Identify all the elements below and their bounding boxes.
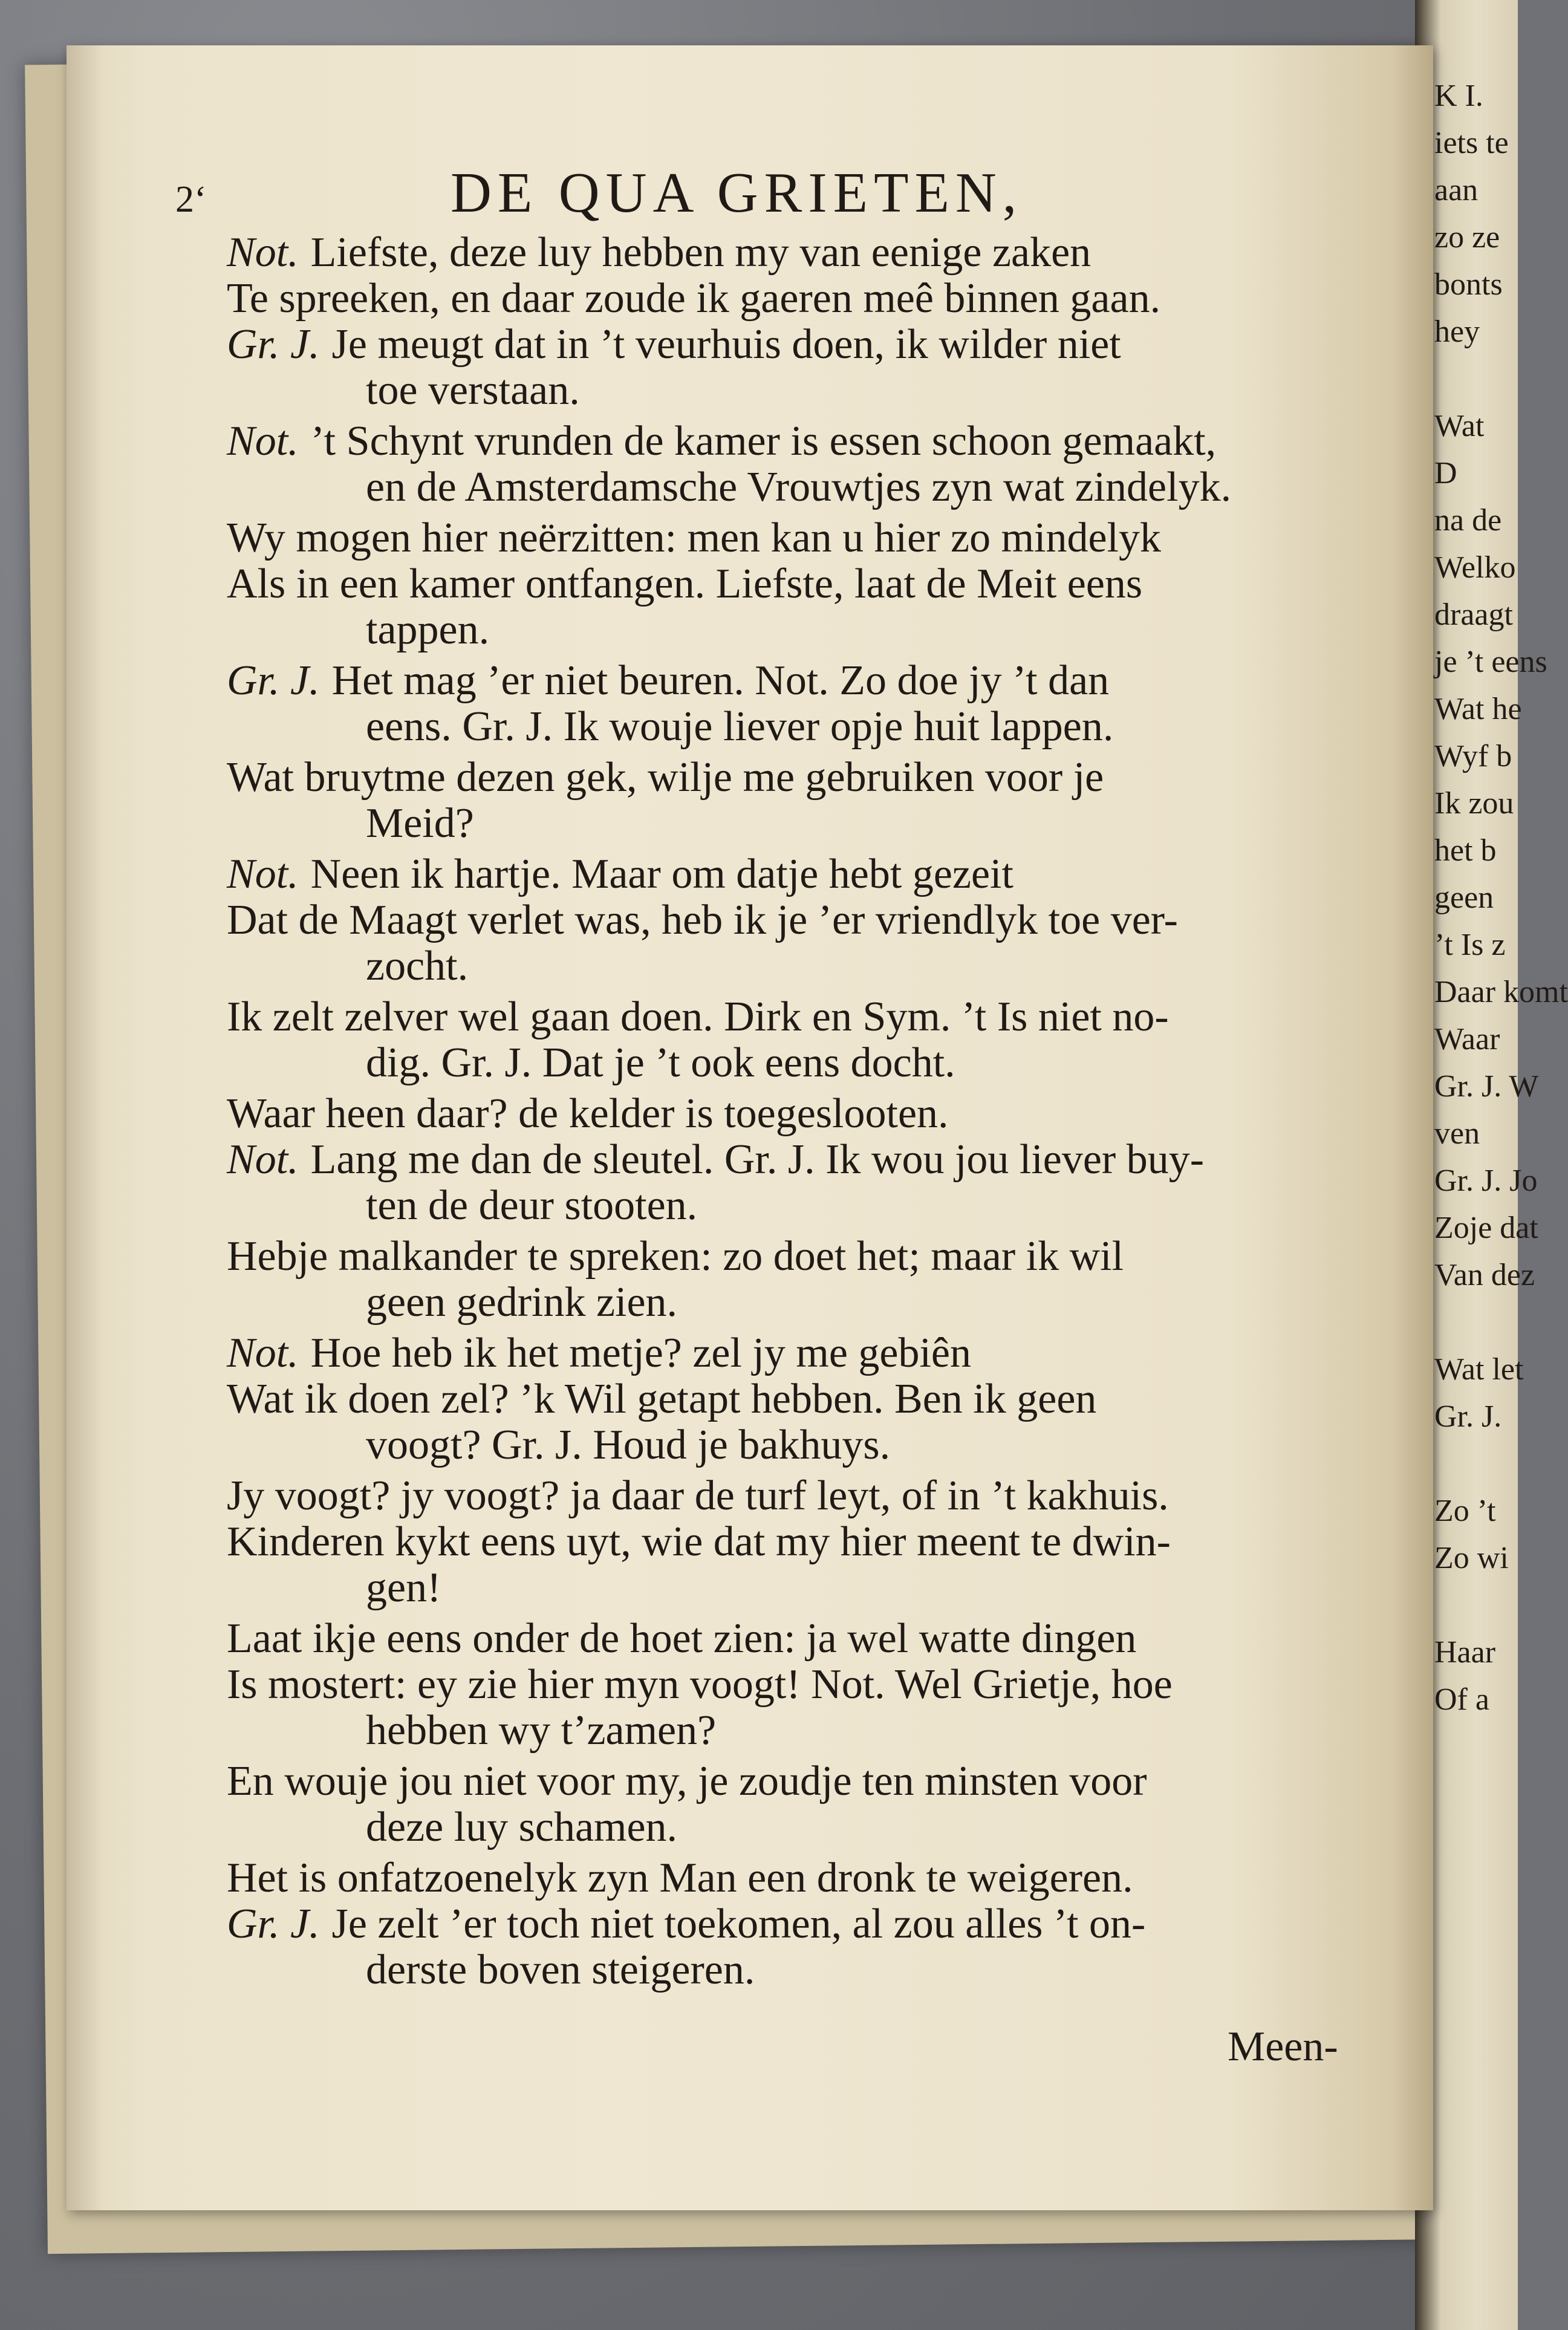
text-line <box>227 1040 1358 1086</box>
facing-fragment: het b <box>1434 833 1497 868</box>
facing-fragment: zo ze <box>1434 220 1500 255</box>
text-line <box>227 1330 1358 1376</box>
text-line <box>227 607 1358 653</box>
page-number: 2‘ <box>175 179 207 220</box>
line-text: Te spreeken, en daar zoude ik gaeren meê binnen gaan. <box>227 275 1161 322</box>
line-text: Lang me dan de sleutel. Gr. J. Ik wou jou liever buy- <box>310 1136 1205 1183</box>
line-text: tappen. <box>366 607 490 653</box>
text-line <box>227 1473 1358 1519</box>
facing-fragment: Zo wi <box>1434 1541 1509 1575</box>
facing-fragment: Zo ’t <box>1434 1494 1496 1528</box>
text-line <box>227 418 1358 464</box>
facing-fragment: je ’t eens <box>1434 645 1547 679</box>
facing-fragment: D <box>1434 456 1457 490</box>
line-text: Wy mogen hier neërzitten: men kan u hier zo mindelyk <box>227 515 1161 561</box>
text-line <box>227 464 1358 510</box>
line-text: Als in een kamer ontfangen. Liefste, laat de Meit eens <box>227 561 1143 607</box>
speaker-label: Gr. J. <box>227 321 320 368</box>
text-line <box>227 851 1358 897</box>
facing-fragment <box>1434 356 1519 403</box>
line-text: Wat bruytme dezen gek, wilje me gebruiken voor je <box>227 754 1104 801</box>
facing-fragment: Wyf b <box>1434 739 1512 773</box>
line-text: gen! <box>366 1564 441 1611</box>
facing-fragment: Welko <box>1434 550 1516 585</box>
line-text: Dat de Maagt verlet was, heb ik je ’er vriendlyk toe ver- <box>227 897 1178 943</box>
line-text: Jy voogt? jy voogt? ja daar de turf leyt, of in ’t kakhuis. <box>227 1473 1169 1519</box>
speaker-label: Gr. J. <box>227 1901 320 1947</box>
text-line <box>227 1947 1358 1993</box>
facing-fragment: Gr. J. Jo <box>1434 1163 1538 1198</box>
page-header <box>175 160 1373 227</box>
speaker-label: Not. <box>227 418 299 464</box>
text-line <box>227 1901 1358 1947</box>
line-text: Liefste, deze luy hebben my van eenige zaken <box>310 229 1091 276</box>
facing-fragment: ven <box>1434 1116 1480 1151</box>
facing-fragment: Waar <box>1434 1022 1500 1056</box>
text-line <box>227 322 1358 368</box>
line-text: Het mag ’er niet beuren. Not. Zo doe jy ’t dan <box>331 657 1110 704</box>
facing-fragment: Of a <box>1434 1682 1489 1717</box>
facing-fragment: geen <box>1434 880 1494 915</box>
line-text: Het is onfatzoenelyk zyn Man een dronk te weigeren. <box>227 1855 1133 1901</box>
facing-page-text <box>1434 0 1568 2330</box>
line-text: Neen ik hartje. Maar om datje hebt gezeit <box>310 851 1013 897</box>
text-line <box>227 1091 1358 1137</box>
speaker-label: Not. <box>227 229 299 276</box>
text-line <box>227 1662 1358 1708</box>
facing-fragment: Wat let <box>1434 1352 1524 1387</box>
text-line <box>227 658 1358 704</box>
line-text: Hoe heb ik het metje? zel jy me gebiên <box>310 1330 971 1376</box>
running-title: DE QUA GRIETEN, <box>451 161 1023 224</box>
line-text: Waar heen daar? de kelder is toegeslooten. <box>227 1090 949 1137</box>
line-text: ten de deur stooten. <box>366 1182 698 1229</box>
text-line <box>227 1708 1358 1754</box>
facing-fragment: na de <box>1434 503 1502 538</box>
line-text: deze luy schamen. <box>366 1804 678 1850</box>
facing-fragment: Daar komt <box>1434 975 1568 1009</box>
text-line <box>227 515 1358 561</box>
text-line <box>227 1855 1358 1901</box>
line-text: en de Amsterdamsche Vrouwtjes zyn wat zindelyk. <box>366 464 1232 510</box>
facing-fragment: ’t Is z <box>1434 928 1506 962</box>
facing-fragment: Ik zou <box>1434 786 1514 821</box>
text-line <box>227 1137 1358 1183</box>
facing-fragment: Van dez <box>1434 1258 1535 1292</box>
line-text: Je zelt ’er toch niet toekomen, al zou alles ’t on- <box>331 1901 1146 1947</box>
line-text: voogt? Gr. J. Houd je bakhuys. <box>366 1422 891 1468</box>
facing-fragment: aan <box>1434 173 1479 207</box>
speaker-label: Not. <box>227 1136 299 1183</box>
line-text: Meid? <box>366 800 474 847</box>
line-text: hebben wy t’zamen? <box>366 1707 717 1754</box>
facing-fragment: Haar <box>1434 1635 1496 1670</box>
text-line <box>227 1422 1358 1468</box>
text-line <box>227 943 1358 989</box>
text-line <box>227 801 1358 847</box>
line-text: geen gedrink zien. <box>366 1279 678 1326</box>
text-line <box>227 704 1358 750</box>
facing-fragment: hey <box>1434 314 1480 349</box>
line-text: Is mostert: ey zie hier myn voogt! Not. Wel Grietje, hoe <box>227 1661 1173 1708</box>
line-text: derste boven steigeren. <box>366 1947 755 1993</box>
facing-fragment: draagt <box>1434 597 1513 632</box>
facing-fragment: Gr. J. W <box>1434 1069 1539 1104</box>
speaker-label: Not. <box>227 851 299 897</box>
facing-fragment: Gr. J. <box>1434 1399 1502 1434</box>
line-spacer <box>227 1993 1358 1998</box>
line-text: Ik zelt zelver wel gaan doen. Dirk en Sym. ’t Is niet no- <box>227 994 1169 1040</box>
facing-fragment: bonts <box>1434 267 1503 302</box>
facing-fragment: Wat he <box>1434 692 1522 726</box>
facing-fragment: Zoje dat <box>1434 1211 1538 1245</box>
text-line <box>227 368 1358 414</box>
line-text: Laat ikje eens onder de hoet zien: ja wel watte dingen <box>227 1615 1137 1662</box>
text-line <box>227 1183 1358 1229</box>
dialogue-text <box>227 230 1358 1998</box>
text-line <box>227 561 1358 607</box>
line-text: Hebje malkander te spreken: zo doet het; maar ik wil <box>227 1233 1124 1280</box>
speaker-label: Gr. J. <box>227 657 320 704</box>
line-text: Wat ik doen zel? ’k Wil getapt hebben. Ben ik geen <box>227 1376 1097 1422</box>
text-line <box>227 755 1358 801</box>
text-line <box>227 1280 1358 1326</box>
line-text: eens. Gr. J. Ik wouje liever opje huit lappen. <box>366 703 1114 750</box>
line-text: toe verstaan. <box>366 367 580 414</box>
line-text: dig. Gr. J. Dat je ’t ook eens docht. <box>366 1040 955 1086</box>
text-line <box>227 276 1358 322</box>
facing-fragment <box>1434 1299 1519 1346</box>
speaker-label: Not. <box>227 1330 299 1376</box>
facing-fragment: K I. <box>1434 79 1483 113</box>
text-line <box>227 1376 1358 1422</box>
text-line <box>227 1234 1358 1280</box>
line-text: ’t Schynt vrunden de kamer is essen schoon gemaakt, <box>310 418 1217 464</box>
text-line <box>227 1759 1358 1804</box>
text-line <box>227 1616 1358 1662</box>
facing-fragment <box>1434 1440 1519 1488</box>
line-text: Kinderen kykt eens uyt, wie dat my hier meent te dwin- <box>227 1518 1171 1565</box>
facing-fragment: iets te <box>1434 126 1509 160</box>
text-line <box>227 230 1358 276</box>
line-text: zocht. <box>366 943 469 989</box>
text-line <box>227 1804 1358 1850</box>
facing-fragment <box>1434 1582 1519 1629</box>
line-text: Je meugt dat in ’t veurhuis doen, ik wilder niet <box>331 321 1121 368</box>
text-line <box>227 1565 1358 1611</box>
catchword: Meen- <box>1228 2023 1338 2070</box>
line-text: En wouje jou niet voor my, je zoudje ten minsten voor <box>227 1758 1147 1804</box>
text-line <box>227 994 1358 1040</box>
text-line <box>227 1519 1358 1565</box>
text-line <box>227 897 1358 943</box>
facing-fragment: Wat <box>1434 409 1485 443</box>
